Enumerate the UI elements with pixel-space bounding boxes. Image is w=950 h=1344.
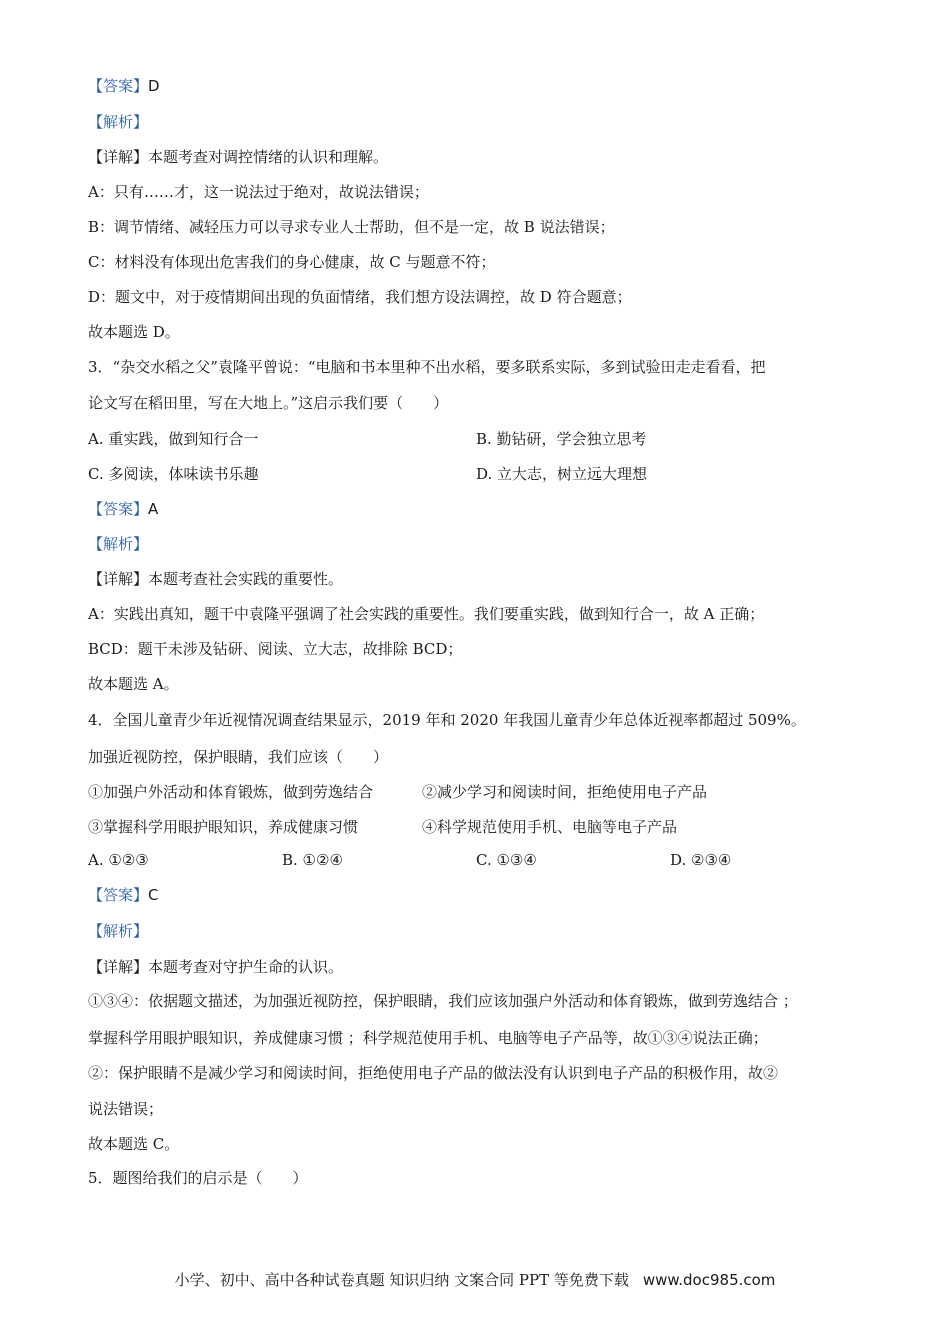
footer-url[interactable]: www.doc985.com [642,1271,776,1289]
answer-tag: 【答案】 [88,77,149,95]
analysis-tag: 【解析】 [88,535,149,553]
explanation-line: ②：保护眼睛不是减少学习和阅读时间，拒绝使用电子产品的做法没有认识到电子产品的积极作用，故② [88,1064,779,1082]
detail-line [88,569,343,589]
question-stem: 3．“杂交水稻之父”袁隆平曾说：“电脑和书本里种不出水稻，要多联系实际，多到试验田走走看看，把 [88,358,766,376]
explanation-line: 掌握科学用眼护眼知识，养成健康习惯 ；科学规范使用手机、电脑等电子产品等，故①③④说法正确； [88,1029,768,1047]
option-b: B. 勤钻研，学会独立思考 [476,430,647,448]
question-stem: 论文写在稻田里，写在大地上。”这启示我们要（ ） [88,394,449,412]
question-stem: 4．全国儿童青少年近视情况调查结果显示，2019 年和 2020 年我国儿童青少年总体近视率都超过 509%。 [88,711,806,729]
detail-text: 本题考查社会实践的重要性。 [148,570,344,588]
detail-line [88,147,388,167]
analysis-tag: 【解析】 [88,113,149,131]
option-a: A. 重实践，做到知行合一 [88,430,259,448]
question-stem: 加强近视防控，保护眼睛，我们应该（ ） [88,748,389,766]
answer-tag: 【答案】 [88,500,149,518]
explanation-line: D：题文中，对于疫情期间出现的负面情绪，我们想方设法调控，故 D 符合题意； [88,288,632,306]
detail-line [88,957,343,977]
answer-value: A [148,500,159,518]
answer-value: C [148,886,159,904]
answer-value: D [148,77,160,95]
explanation-line: 说法错误； [88,1100,164,1118]
conclusion-line: 故本题选 C。 [88,1135,180,1153]
page-footer [0,1270,950,1290]
explanation-line: C：材料没有体现出危害我们的身心健康，故 C 与题意不符； [88,253,496,271]
conclusion-line: 故本题选 D。 [88,323,180,341]
analysis-tag: 【解析】 [88,922,149,940]
option-b: B. ①②④ [282,851,343,869]
option-d: D. ②③④ [670,851,732,869]
option-a: A. ①②③ [88,851,149,869]
answer-line [88,76,160,96]
option-d: D. 立大志，树立远大理想 [476,465,648,483]
explanation-line: A：只有……才，这一说法过于绝对，故说法错误； [88,183,429,201]
statement-2: ②减少学习和阅读时间，拒绝使用电子产品 [422,783,708,801]
statement-1: ①加强户外活动和体育锻炼，做到劳逸结合 [88,783,374,801]
statement-4: ④科学规范使用手机、电脑等电子产品 [422,818,678,836]
conclusion-line: 故本题选 A。 [88,675,179,693]
question-stem: 5．题图给我们的启示是（ ） [88,1169,308,1187]
detail-tag: 【详解】 [88,570,149,588]
detail-text: 本题考查对守护生命的认识。 [148,958,344,976]
explanation-line: ①③④：依据题文描述，为加强近视防控，保护眼睛，我们应该加强户外活动和体育锻炼，做到劳逸结合 ； [88,992,798,1010]
detail-text: 本题考查对调控情绪的认识和理解。 [148,148,389,166]
answer-line [88,499,158,519]
option-c: C. ①③④ [476,851,537,869]
detail-tag: 【详解】 [88,958,149,976]
explanation-line: BCD：题干未涉及钻研、阅读、立大志，故排除 BCD； [88,640,463,658]
answer-tag: 【答案】 [88,886,149,904]
detail-tag: 【详解】 [88,148,149,166]
answer-line [88,885,159,905]
footer-text: 小学、初中、高中各种试卷真题 知识归纳 文案合同 PPT 等免费下载 [174,1271,629,1289]
statement-3: ③掌握科学用眼护眼知识，养成健康习惯 [88,818,359,836]
option-c: C. 多阅读，体味读书乐趣 [88,465,259,483]
explanation-line: A：实践出真知，题干中袁隆平强调了社会实践的重要性。我们要重实践，做到知行合一，故 A 正确； [88,605,765,623]
explanation-line: B：调节情绪、减轻压力可以寻求专业人士帮助，但不是一定，故 B 说法错误； [88,218,615,236]
